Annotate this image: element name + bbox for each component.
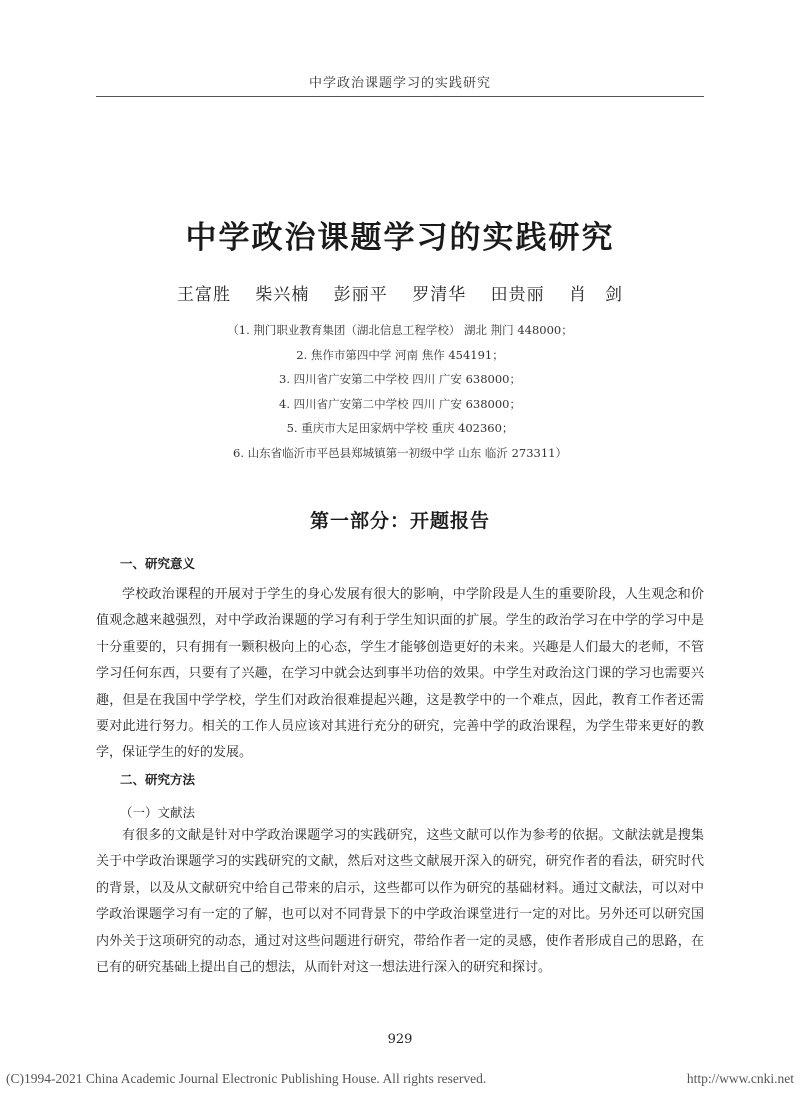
- affiliation-list: [96, 318, 704, 465]
- affiliation-line: 6. 山东省临沂市平邑县郑城镇第一初级中学 山东 临沂 273311）: [233, 445, 567, 460]
- author-name: 肖 剑: [569, 285, 624, 305]
- running-header: 中学政治课题学习的实践研究: [308, 76, 491, 91]
- paragraph-literature-method: 有很多的文献是针对中学政治课题学习的实践研究，这些文献可以作为参考的依据。文献法就是搜集关于中学政治课题学习的实践研究的文献，然后对这些文献展开深入的研究，研究作者的看法，研究时代的背景，以及从文献研究中给自己带来的启示，这些都可以作为研究的基础材料。通过文献法，可以对中学政治课题学习有一定的了解，也可以对不同背景下的中学政治课堂进行一定的对比。另外还可以研究国内外关于这项研究的动态，通过对这些问题进行研究，带给作者一定的灵感，使作者形成自己的思路，在已有的研究基础上提出自己的想法，从而针对这一想法进行深入的研究和探讨。: [96, 828, 704, 976]
- affiliation-line: （1. 荆门职业教育集团（湖北信息工程学校） 湖北 荆门 448000；: [227, 323, 573, 337]
- author-name: 彭丽平: [333, 285, 388, 305]
- copyright-text: (C)1994-2021 China Academic Journal Electronic Publishing House. All rights reserved.: [6, 1071, 487, 1086]
- author-list: [96, 280, 704, 305]
- affiliation-line: 5. 重庆市大足田家炳中学校 重庆 402360；: [286, 421, 514, 435]
- part-heading: 第一部分：开题报告: [309, 510, 490, 532]
- author-name: 王富胜: [176, 285, 231, 305]
- paragraph-significance: 学校政治课程的开展对于学生的身心发展有很大的影响，中学阶段是人生的重要阶段，人生观念和价值观念越来越强烈，对中学政治课题的学习有利于学生知识面的扩展。学生的政治学习在中学的学习中是十分重要的，只有拥有一颗积极向上的心态，学生才能够创造更好的未来。兴趣是人们最大的老师，不管学习任何东西，只要有了兴趣，在学习中就会达到事半功倍的效果。中学生对政治这门课的学习也需要兴趣，但是在我国中学学校，学生们对政治很难提起兴趣，这是教学中的一个难点，因此，教育工作者还需要对此进行努力。相关的工作人员应该对其进行充分的研究，完善中学的政治课程，为学生带来更好的教学，保证学生的好的发展。: [96, 587, 704, 761]
- subsection-heading-literature: （一）文献法: [120, 805, 196, 820]
- author-name: 罗清华: [412, 285, 467, 305]
- page-number: 929: [387, 1032, 413, 1047]
- section-heading-significance: 一、研究意义: [120, 556, 196, 571]
- paper-title: 中学政治课题学习的实践研究: [185, 220, 615, 256]
- footer-url[interactable]: http://www.cnki.net: [686, 1071, 794, 1086]
- author-name: 田贵丽: [490, 285, 545, 305]
- affiliation-line: 4. 四川省广安第二中学校 四川 广安 638000；: [279, 396, 521, 411]
- affiliation-line: 3. 四川省广安第二中学校 四川 广安 638000；: [279, 372, 521, 386]
- affiliation-line: 2. 焦作市第四中学 河南 焦作 454191；: [296, 347, 504, 362]
- header-rule: [96, 96, 704, 97]
- copyright-footer: [6, 1071, 794, 1087]
- author-name: 柴兴楠: [255, 285, 310, 305]
- section-heading-methods: 二、研究方法: [120, 772, 196, 787]
